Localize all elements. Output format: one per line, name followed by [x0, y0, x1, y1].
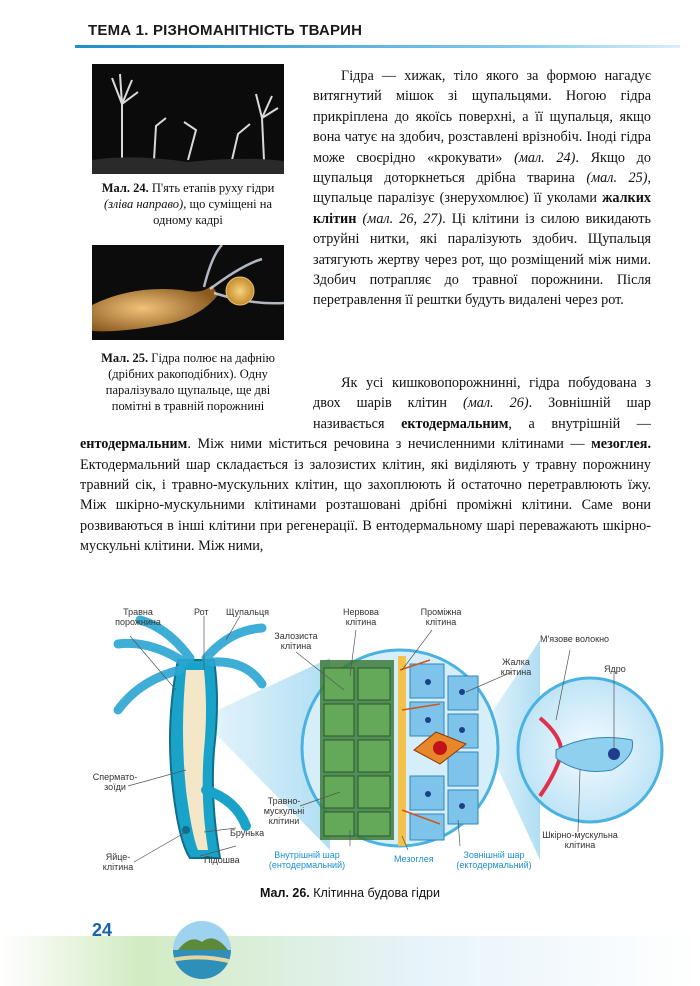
label-nervova: Нервова клітина	[343, 607, 379, 627]
label-brunka: Брунька	[230, 828, 265, 838]
paragraph-2: Як усі кишковопорожнинні, гідра побудована з двох шарів клітин (мал. 26). Зовнішній шар називається ектодермальним, а внутрішній — ентодермальним. Між ними міститься речовина з нечисленними клітинами — мезоглея. Ектодермальний шар складається із залозистих клітин, які виділяють у травну порожнину травний сік, і травно-мускульних клітин, що захоплюють й остаточно перетравлюють їжу. Між шкірно-мускульними клітинами розташовані дрібні проміжні клітини. Саме вони розвиваються в інші клітини при регенерації. В ентодермальному шарі переважають шкірно-мускульні клітини. Між ними,	[80, 375, 651, 555]
label-vnutrishnii: Внутрішній шар (ентодермальний)	[268, 850, 346, 870]
label-travna: Травна порожнина	[115, 607, 161, 627]
label-miazove: М'язове волокно	[540, 634, 610, 644]
figure-24-caption: Мал. 24. П'ять етапів руху гідри (зліва направо), що суміщені на одному кадрі	[101, 181, 275, 227]
label-shkirno: Шкірно-мускульна клітина	[542, 830, 618, 850]
label-zalozysta: Залозиста клітина	[274, 631, 318, 651]
label-shchupaltsia: Щупальця	[226, 607, 269, 617]
tissue-layers-circle	[302, 650, 498, 846]
label-mezohleia: Мезоглея	[394, 854, 434, 864]
header-rule	[75, 45, 680, 48]
figure-25-caption: Мал. 25. Гідра полює на дафнію (дрібних ракоподібних). Одну паралізувало щупальце, ще дві помітні в травній порожнині	[101, 351, 275, 413]
label-zhalka: Жалка клітина	[500, 657, 532, 677]
hydra-motion-photo	[92, 64, 284, 174]
hydra-daphnia-photo	[92, 245, 284, 340]
figure-26-caption: Мал. 26. Клітинна будова гідри	[259, 886, 440, 900]
muscle-cell-circle	[518, 678, 662, 822]
label-rot: Рот	[194, 607, 209, 617]
label-yadro: Ядро	[604, 664, 626, 674]
label-yaitse: Яйце-клітина	[102, 852, 134, 872]
label-spermatozoidy: Спермато-зоїди	[92, 772, 138, 792]
label-zovnishnii: Зовнішній шар (ектодермальний)	[456, 850, 532, 870]
label-promizhna: Проміжна клітина	[420, 607, 462, 627]
label-pidoshva: Підошва	[204, 855, 240, 865]
label-travno-muskulni: Травно-мускульні клітини	[263, 796, 305, 826]
footer-band	[0, 936, 700, 986]
page-header: ТЕМА 1. РІЗНОМАНІТНІСТЬ ТВАРИН	[88, 22, 363, 39]
page-number: 24	[92, 920, 113, 940]
paragraph-1: Гідра — хижак, тіло якого за формою нагадує витягнутий мішок зі щупальцями. Ногою гідра прикріплена до якоїсь поверхні, а її щупальця, якщо вона чатує на здобич, розставлені врізнобіч. Іноді гідра може своєрідно «крокувати» (мал. 24). Якщо до щупальця доторкнеться дрібна тварина (мал. 25), щупальце паралізує (знерухомлює) її уколами жалких клітин (мал. 26, 27). Ці клітини із силою викидають отруйні нитки, які паралізують здобич. Щупальця затягують жертву через рот, що розміщений між ними. Здобич потрапляє до травної порожнини. Після перетравлення її рештки будуть видалені через рот.	[313, 68, 652, 309]
island-logo	[172, 920, 232, 980]
